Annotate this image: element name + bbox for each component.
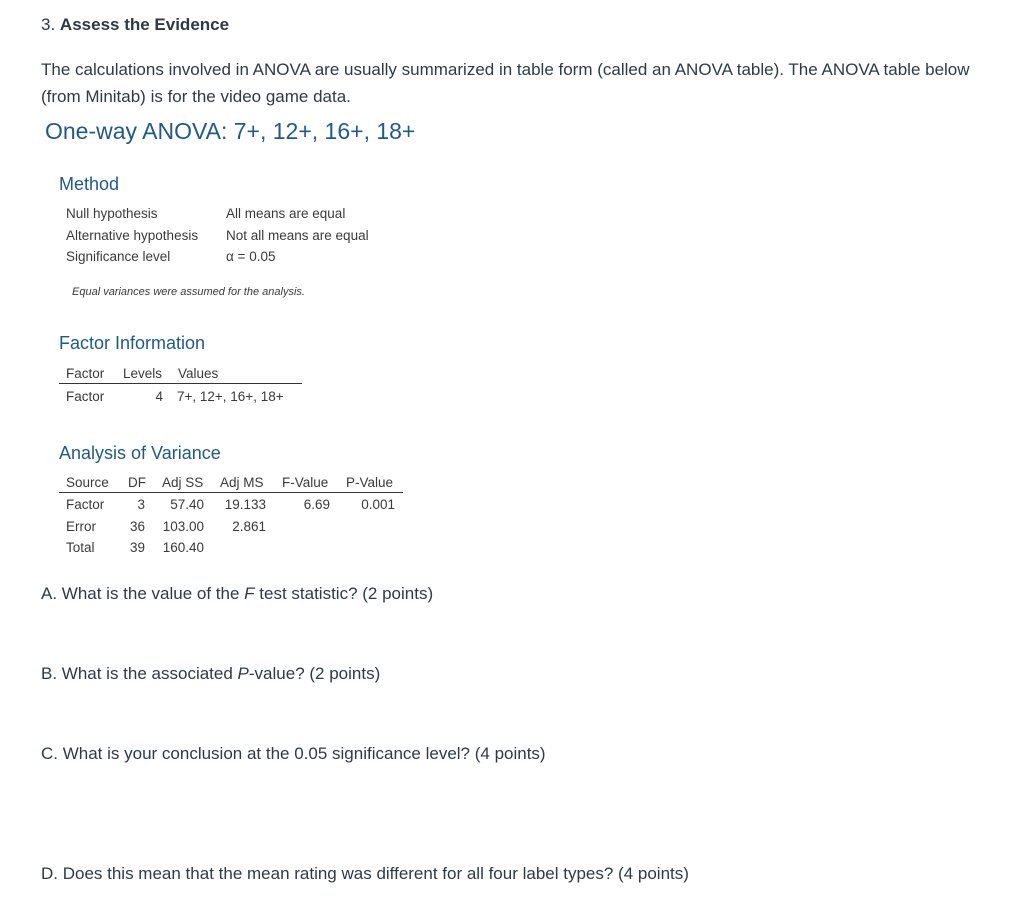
method-value-alternative: Not all means are equal (226, 228, 369, 243)
question-a-text-end: test statistic? (2 points) (254, 584, 434, 603)
anova-header-adj-ss: Adj SS (162, 475, 204, 490)
minitab-title: One-way ANOVA: 7+, 12+, 16+, 18+ (45, 118, 416, 144)
anova-cell-df: 36 (129, 519, 145, 534)
anova-cell-f-value: 6.69 (303, 497, 330, 512)
question-a-text: A. What is the value of the (41, 584, 245, 603)
question-b-italic: P (237, 664, 249, 683)
anova-cell-adj-ss: 160.40 (162, 540, 204, 555)
question-b (41, 664, 380, 684)
anova-header-source: Source (66, 475, 109, 490)
anova-header-adj-ms: Adj MS (220, 475, 264, 490)
anova-heading: Analysis of Variance (59, 443, 221, 463)
anova-cell-adj-ms: 2.861 (232, 519, 266, 534)
question-a-italic: F (244, 584, 255, 603)
anova-cell-source: Factor (66, 497, 105, 512)
method-note: Equal variances were assumed for the analysis. (72, 286, 305, 298)
question-b-text-end: -value? (2 points) (248, 664, 381, 683)
anova-header-p-value: P-Value (346, 475, 394, 490)
method-heading: Method (59, 174, 120, 194)
method-label-null: Null hypothesis (66, 206, 158, 221)
anova-cell-source: Error (66, 519, 96, 534)
anova-cell-adj-ss: 57.40 (170, 497, 204, 512)
section-heading (41, 15, 229, 35)
anova-header-df: DF (128, 475, 146, 490)
anova-cell-df: 3 (137, 497, 145, 512)
method-value-null: All means are equal (226, 206, 346, 221)
factor-info-cell-factor: Factor (66, 389, 105, 404)
question-b-text: B. What is the associated (41, 664, 238, 683)
method-value-significance: α = 0.05 (226, 249, 276, 264)
anova-cell-p-value: 0.001 (361, 497, 395, 512)
question-a (41, 584, 433, 604)
factor-info-cell-levels: 4 (155, 389, 163, 404)
anova-cell-df: 39 (129, 540, 145, 555)
question-d: D. Does this mean that the mean rating was different for all four label types? (4 points) (41, 864, 689, 883)
factor-info-divider (59, 383, 302, 384)
factor-info-header-levels: Levels (123, 366, 163, 381)
anova-divider (59, 492, 403, 493)
intro-paragraph: The calculations involved in ANOVA are usually summarized in table form (called an ANOVA table). The ANOVA table below (from Minitab) is for the video game data. (41, 60, 970, 106)
method-label-alternative: Alternative hypothesis (66, 228, 199, 243)
section-title: Assess the Evidence (59, 15, 230, 34)
question-c: C. What is your conclusion at the 0.05 significance level? (4 points) (41, 744, 546, 763)
factor-info-cell-values: 7+, 12+, 16+, 18+ (177, 389, 284, 404)
method-label-significance: Significance level (66, 249, 171, 264)
factor-info-heading: Factor Information (59, 333, 206, 353)
section-number: 3. (41, 15, 56, 34)
anova-header-f-value: F-Value (282, 475, 329, 490)
factor-info-header-factor: Factor (66, 366, 105, 381)
factor-info-header-values: Values (178, 366, 219, 381)
anova-cell-adj-ss: 103.00 (162, 519, 204, 534)
anova-cell-adj-ms: 19.133 (224, 497, 266, 512)
anova-cell-source: Total (66, 540, 95, 555)
